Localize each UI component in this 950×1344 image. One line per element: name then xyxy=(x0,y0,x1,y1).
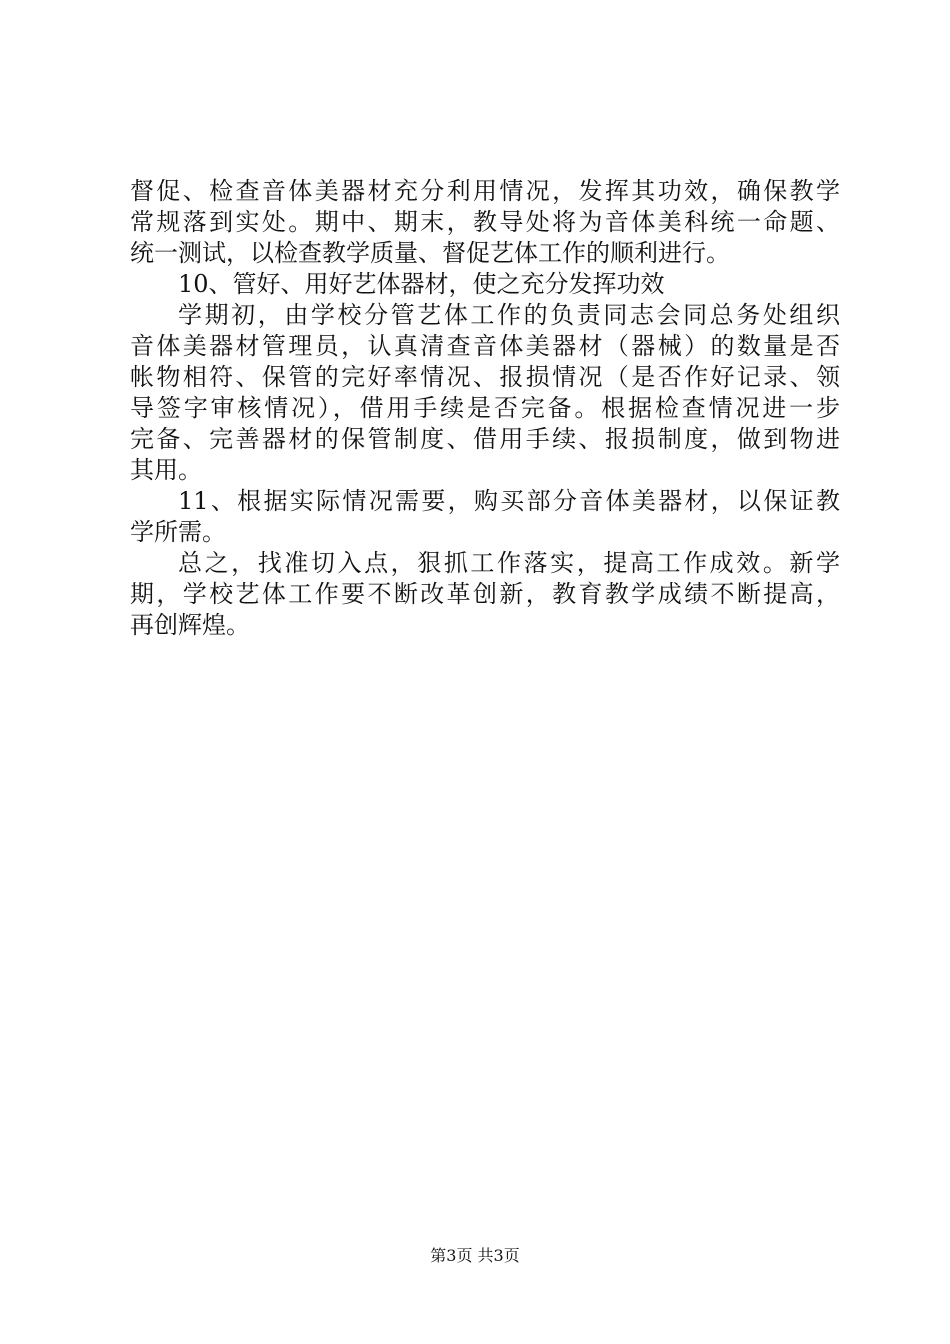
text-line: 统一测试，以检查教学质量、督促艺体工作的顺利进行。 xyxy=(130,239,730,267)
paragraph-start: 总之，找准切入点，狠抓工作落实，提高工作成效。新学 xyxy=(178,549,840,577)
text-line: 学所需。 xyxy=(130,518,226,546)
text-line: 再创辉煌。 xyxy=(130,611,250,639)
page-number-footer: 第3页 共3页 xyxy=(430,1246,520,1265)
section-heading-11: 11、根据实际情况需要，购买部分音体美器材，以保证教 xyxy=(178,487,840,515)
section-heading-10: 10、管好、用好艺体器材，使之充分发挥功效 xyxy=(178,270,665,298)
paragraph-start: 学期初，由学校分管艺体工作的负责同志会同总务处组织 xyxy=(178,301,840,329)
text-line: 帐物相符、保管的完好率情况、报损情况（是否作好记录、领 xyxy=(130,363,840,391)
text-line: 音体美器材管理员，认真清查音体美器材（器械）的数量是否 xyxy=(130,332,840,360)
text-line: 常规落到实处。期中、期末，教导处将为音体美科统一命题、 xyxy=(130,208,840,236)
text-line: 期，学校艺体工作要不断改革创新，教育教学成绩不断提高， xyxy=(130,580,840,608)
text-line: 其用。 xyxy=(130,456,202,484)
text-line: 督促、检查音体美器材充分利用情况，发挥其功效，确保教学 xyxy=(130,177,840,205)
text-line: 完备、完善器材的保管制度、借用手续、报损制度，做到物进 xyxy=(130,425,840,453)
document-body xyxy=(130,176,840,641)
text-line: 导签字审核情况），借用手续是否完备。根据检查情况进一步 xyxy=(130,394,840,422)
